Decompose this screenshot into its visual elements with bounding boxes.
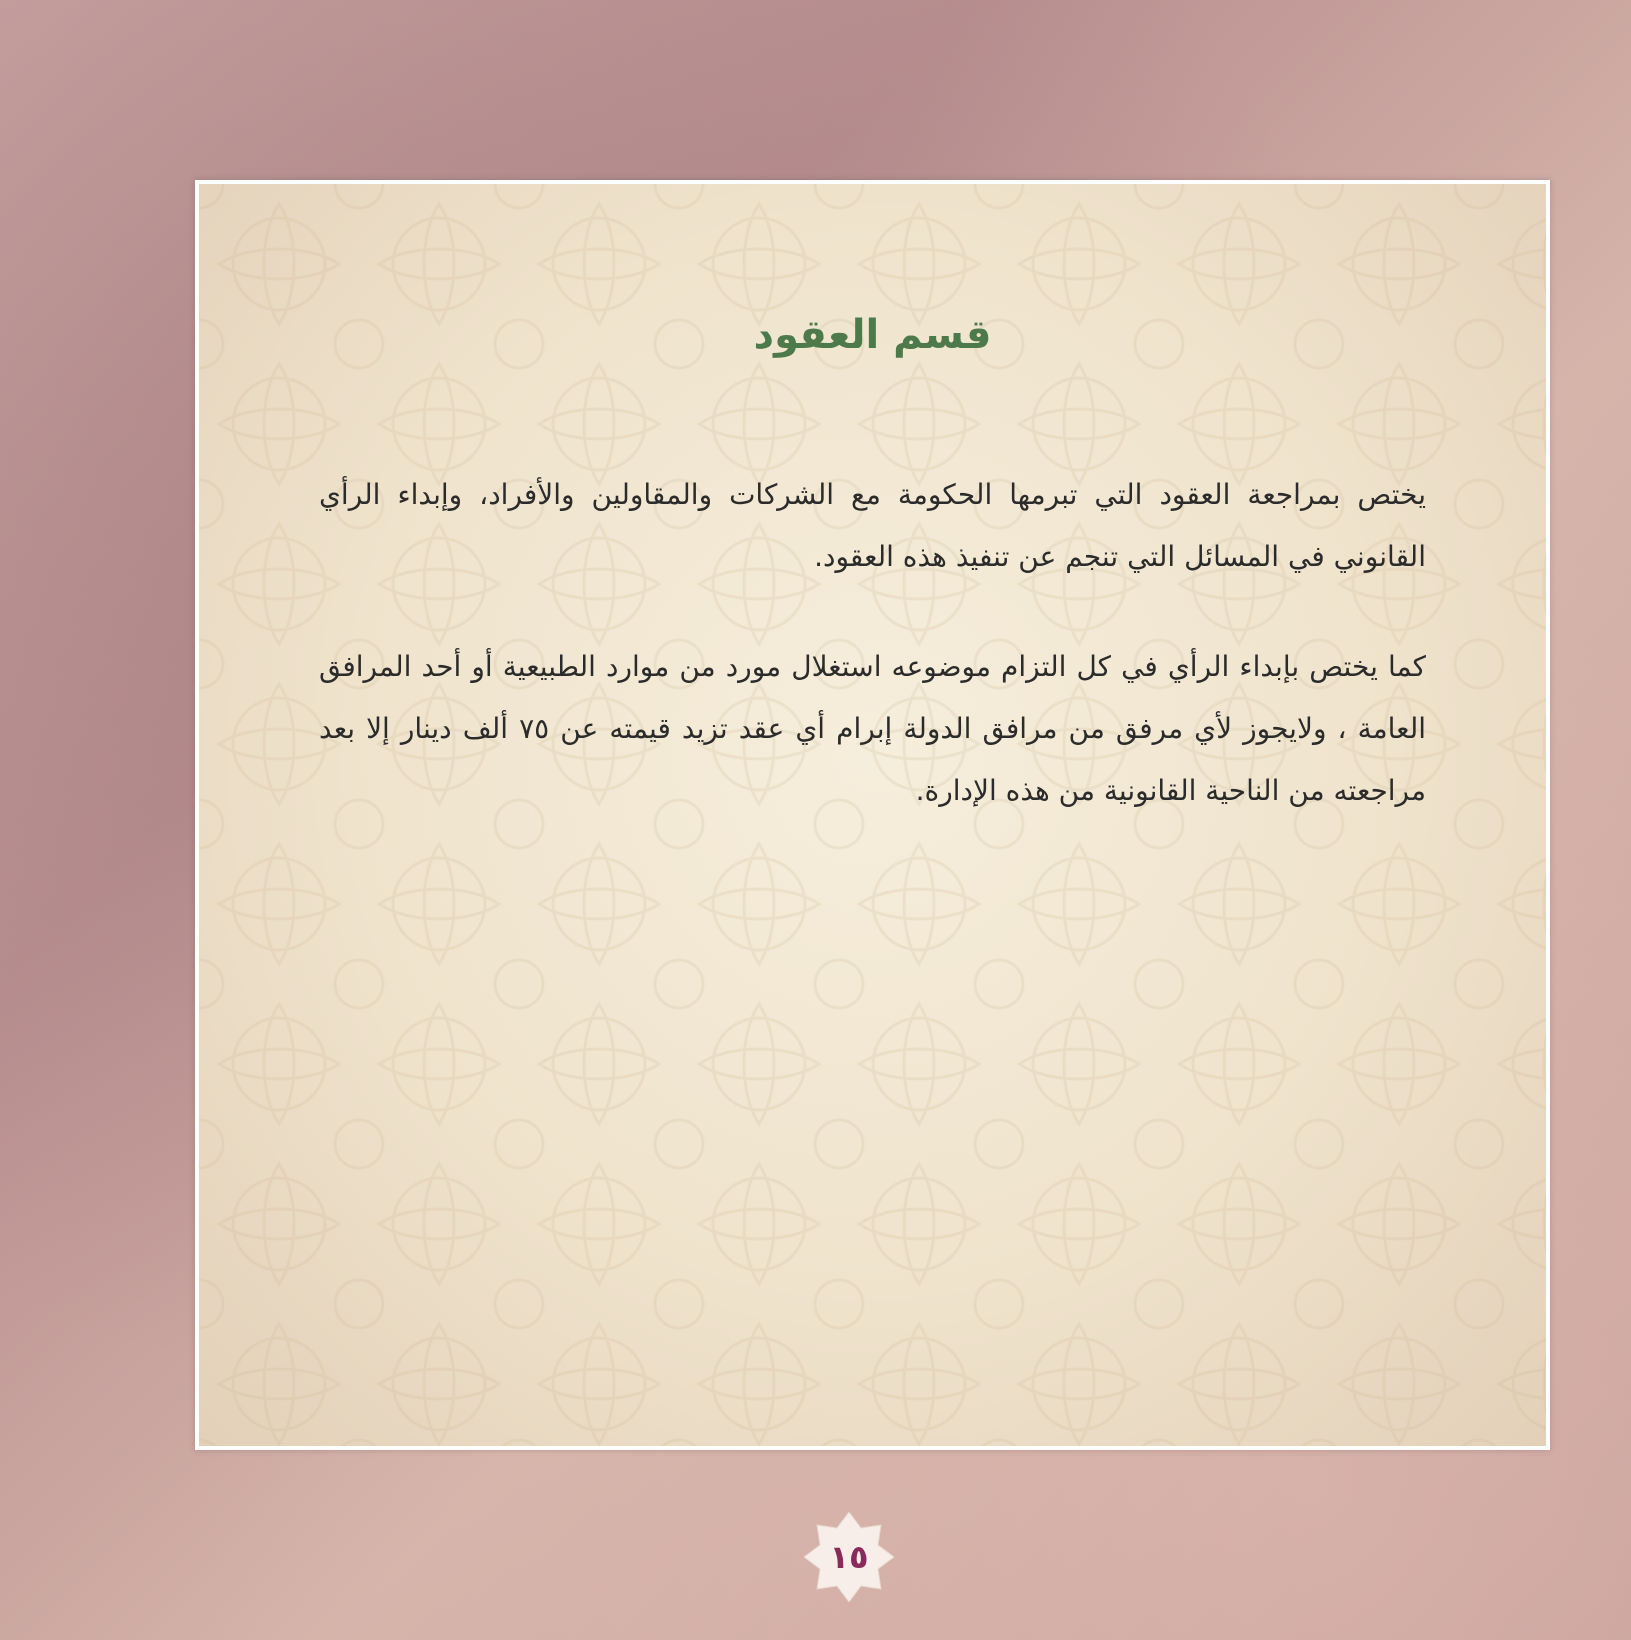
section-title: قسم العقود xyxy=(753,312,992,358)
body-text xyxy=(319,464,1426,870)
paragraph-1: يختص بمراجعة العقود التي تبرمها الحكومة مع الشركات والمقاولين والأفراد، وإبداء الرأي القانوني في المسائل التي تنجم عن تنفيذ هذه العقود. xyxy=(319,478,1426,573)
page-number-badge xyxy=(804,1512,894,1602)
paragraph-2: كما يختص بإبداء الرأي في كل التزام موضوعه استغلال مورد من موارد الطبيعية أو أحد المرافق العامة ، ولايجوز لأي مرفق من مرافق الدولة إبرام أي عقد تزيد قيمته عن ٧٥ ألف دينار إلا بعد مراجعته من الناحية القانونية من هذه الإدارة. xyxy=(319,650,1427,807)
page-number: ١٥ xyxy=(829,1538,869,1576)
content-panel xyxy=(195,180,1550,1450)
